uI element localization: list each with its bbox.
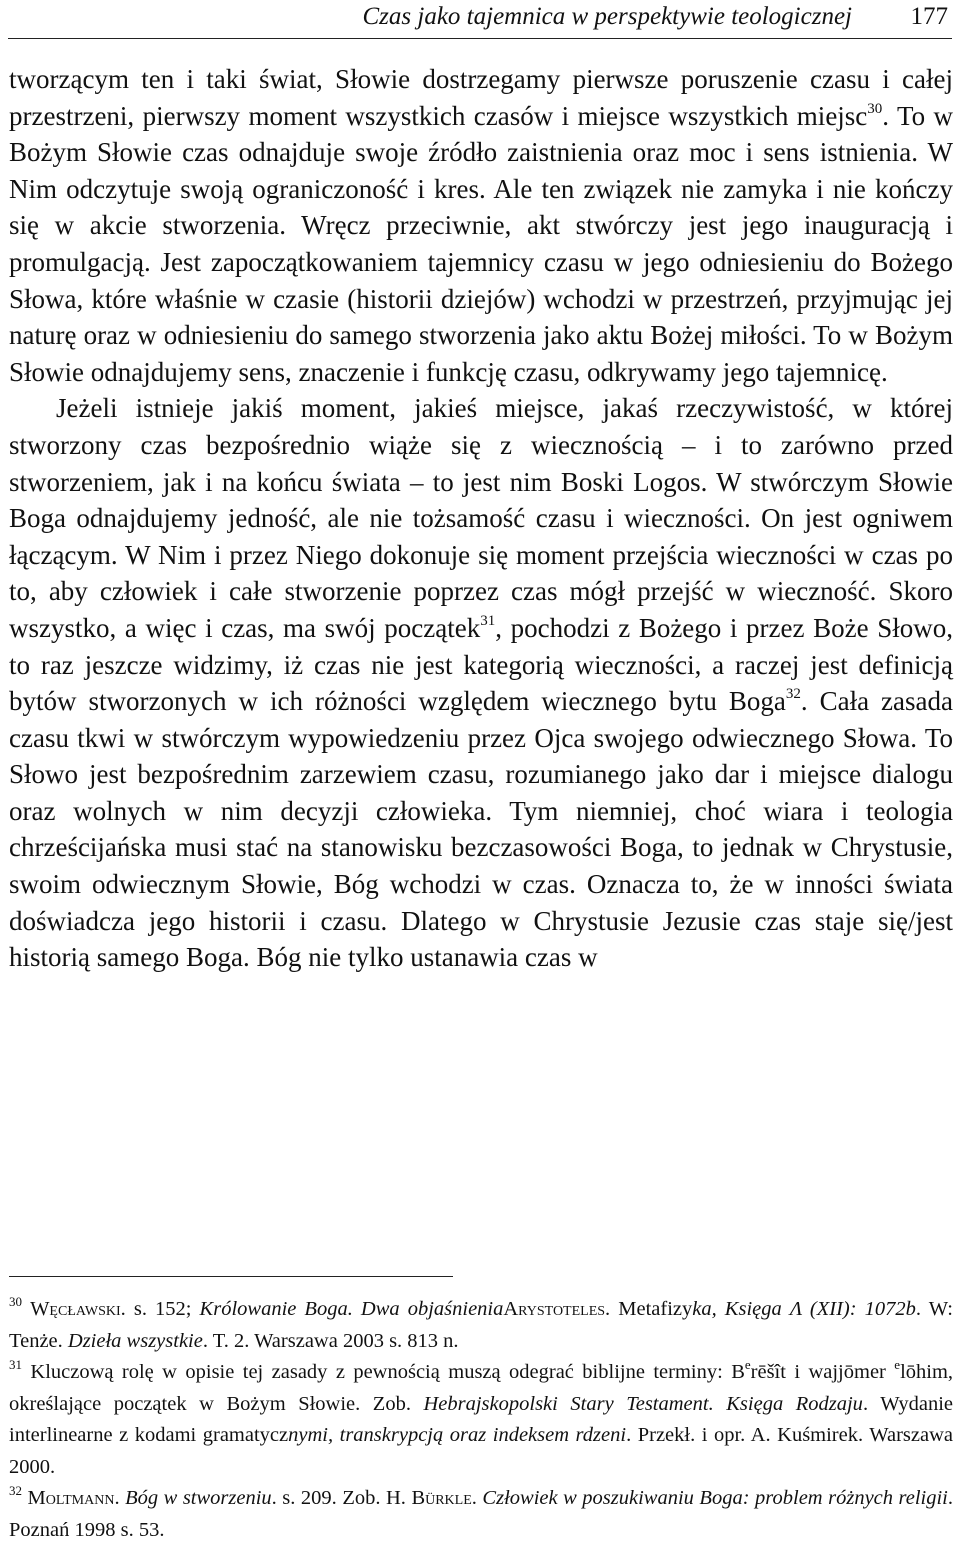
footnote-32: [9, 1483, 953, 1546]
footnote-title: Hebrajskopolski Stary Testament. Księga Rodzaju: [423, 1392, 863, 1415]
footnote-30: [9, 1294, 953, 1357]
footnote-text: . Poznań 1998 s. 53.: [9, 1487, 954, 1541]
footnote-text: lōhim, określające początek w Bożym Słowie. Zob.: [9, 1361, 954, 1415]
running-title: Czas jako tajemnica w perspektywie teologicznej: [362, 3, 852, 30]
footnote-ref-31: 31: [480, 612, 496, 629]
footnote-title: Królowanie Boga. Dwa objaśnienia: [199, 1298, 504, 1320]
footnote-text: . T. 2. Warszawa 2003 s. 813 n.: [202, 1329, 459, 1352]
footnote-ref-32: 32: [785, 686, 801, 703]
footnote-text: . W: Tenże.: [9, 1298, 954, 1352]
footnote-text: . Wydanie interlinearne z kodami gramatycz: [9, 1392, 953, 1446]
paragraph-2-text-c: . Cała zasada czasu tkwi w stwórczym wypowiedzeniu przez Ojca swojego odwiecznego Słowa. To Słowo jest bezpośrednim zarzewiem czasu, rozumianego jako dar i miejsce dialogu oraz wolnych w nim decyzji człowieka. Tym niemniej, choć wiara i teologia chrześcijańska musi stać na stanowisku bezczasowości Boga, to jednak w Chrystusie, swoim odwiecznym Słowie, Bóg wchodzi w czas. Oznacza to, że w inności świata doświadcza jego historii i czasu. Dlatego w Chrystusie Jezusie czas staje się/jest historią samego Boga. Bóg nie tylko ustanawia czas w: [9, 686, 954, 973]
paragraph-2: [9, 390, 953, 976]
footnote-number: 32: [9, 1483, 22, 1498]
main-text: [9, 61, 953, 976]
footnote-number: 30: [9, 1294, 22, 1309]
footnotes: [9, 1294, 953, 1546]
footnote-text: . s. 209. Zob. H.: [271, 1487, 412, 1509]
footnote-text: rēšît i wajjōmer: [750, 1361, 895, 1383]
footnote-author-2: Arystoteles: [503, 1298, 606, 1320]
footnote-text: Metafizy: [618, 1298, 693, 1320]
footnote-superscript: e: [744, 1357, 751, 1372]
paragraph-1-text-a: tworzącym ten i taki świat, Słowie dostrzegamy pierwsze poruszenie czasu i całej przestrzeni, pierwszy moment wszystkich czasów i miejsce wszystkich miejsc: [9, 64, 953, 131]
paragraph-2-text-b: , pochodzi z Bożego i przez Boże Słowo, to raz jeszcze widzimy, iż czas nie jest kategorią wieczności, a raczej jest definicją bytów stworzonych w ich różności względem wiecznego bytu Boga: [9, 612, 953, 717]
footnote-superscript: e: [894, 1357, 901, 1372]
footnote-text: .: [605, 1298, 619, 1320]
footnote-ref-30: 30: [867, 100, 883, 117]
footnote-title: nymi, transkrypcją oraz indeksem rdzeni: [288, 1424, 627, 1446]
paragraph-2-text-a: Jeżeli istnieje jakiś moment, jakieś miejsce, jakaś rzeczywistość, w której stworzony czas bezpośrednio wiąże się z wiecznością – i to zarówno przed stworzeniem, jak i na końcu świata – to jest nim Boski Logos. W stwórczym Słowie Boga odnajdujemy jedność, ale nie tożsamość czasu i wieczności. On jest ogniwem łączącym. W Nim i przez Niego dokonuje się moment przejścia wieczności w czas po to, aby człowiek i całe stworzenie poprzez czas mógł przejść w wieczność. Skoro wszystko, a więc i czas, ma swój początek: [9, 393, 953, 643]
footnote-text: .: [471, 1487, 483, 1509]
footnote-title: ka, Księga Λ (XII): 1072b: [692, 1298, 916, 1320]
paragraph-1-text-b: . To w Bożym Słowie czas odnajduje swoje źródło zaistnienia oraz moc i sens istnienia. W Nim odczytuje swoją ograniczoność i kres. Ale ten związek nie zamyka i nie kończy się w akcie stworzenia. Wręcz przeciwnie, akt stwórczy jest jego inauguracją i promulgacją. Jest zapoczątkowaniem tajemnicy czasu w jego odniesieniu do Bożego Słowa, które właśnie w czasie (historii dziejów) wchodzi w przestrzeń, przyjmując jej naturę oraz w odniesieniu do samego stworzenia jako aktu Bożej miłości. To w Bożym Słowie odnajdujemy sens, znaczenie i funkcję czasu, odkrywamy jego tajemnicę.: [9, 100, 953, 387]
running-header: [8, 0, 952, 39]
footnote-number: 31: [9, 1357, 22, 1372]
footnote-title: Człowiek w poszukiwaniu Boga: problem różnych religii: [482, 1487, 948, 1509]
footnote-text: Kluczową rolę w opisie tej zasady z pewnością muszą odegrać biblijne terminy: B: [30, 1361, 745, 1383]
footnote-author: Węcławski: [30, 1298, 121, 1320]
footnote-title: Dzieła wszystkie: [67, 1329, 203, 1352]
footnote-31: [9, 1357, 953, 1483]
footnote-text: .: [114, 1487, 126, 1509]
footnote-author: Moltmann: [27, 1487, 115, 1509]
footnote-separator: [9, 1276, 453, 1277]
footnote-title: Bóg w stworzeniu: [125, 1487, 272, 1509]
page-number: 177: [910, 3, 948, 30]
footnote-text: . s. 152;: [120, 1298, 200, 1320]
footnote-text: . Przekł. i opr. A. Kuśmirek. Warszawa 2000.: [9, 1424, 953, 1478]
footnote-author-2: Bürkle: [411, 1487, 472, 1509]
paragraph-1: [9, 61, 953, 390]
